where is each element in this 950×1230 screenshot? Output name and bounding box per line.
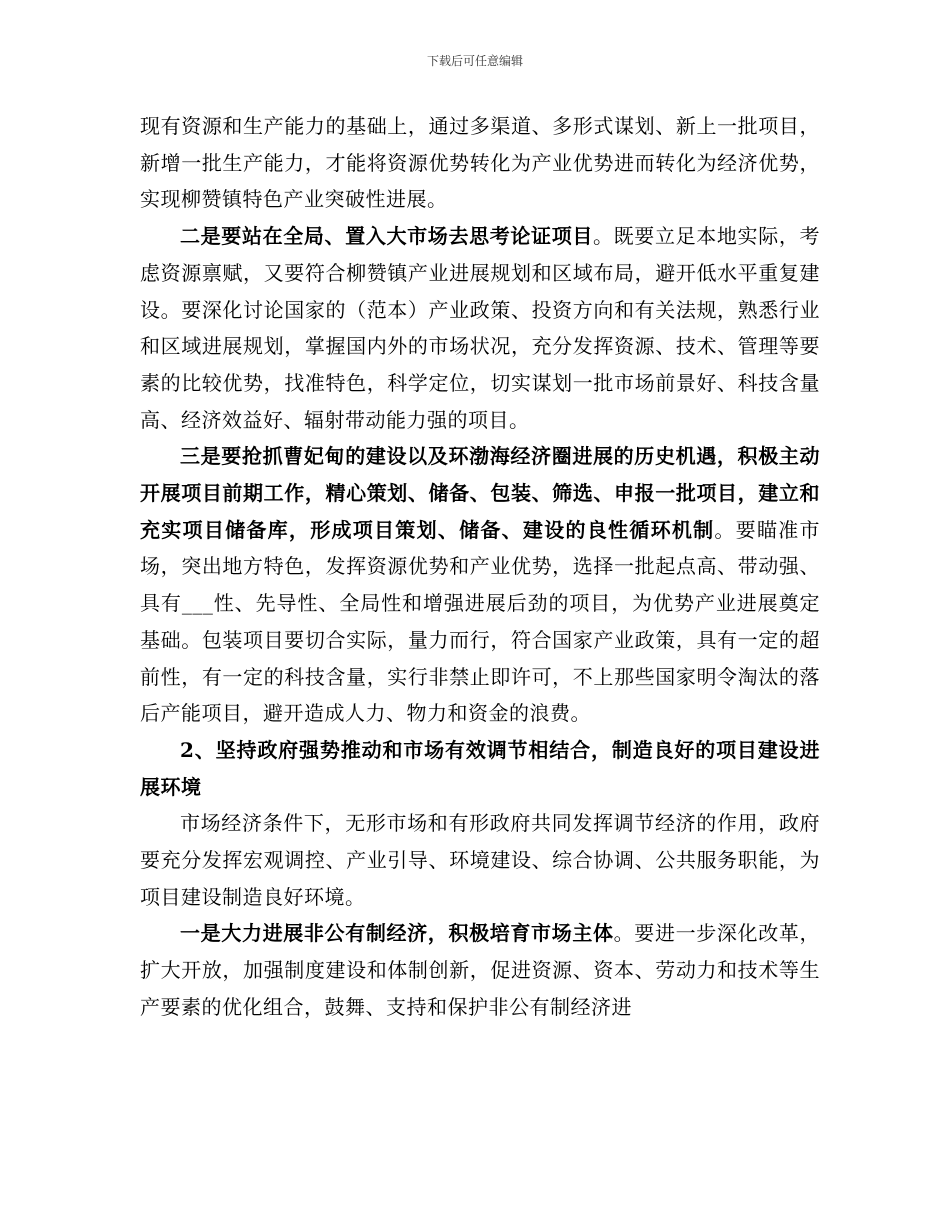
- paragraph-bold-lead: 二是要站在全局、置入大市场去思考论证项目: [180, 224, 593, 249]
- section-heading-text: 2、坚持政府强势推动和市场有效调节相结合，制造良好的项目建设进展环境: [140, 737, 820, 799]
- paragraph-text: 市场经济条件下，无形市场和有形政府共同发挥调节经济的作用，政府要充分发挥宏观调控、产业引导、环境建设、综合协调、公共服务职能，为项目建设制造良好环境。: [140, 811, 820, 909]
- paragraph-bold-lead: 三是要抢抓曹妃甸的建设以及环渤海经济圈进展的历史机遇，积极主动开展项目前期工作，精心策划、储备、包装、筛选、申报一批项目，建立和充实项目储备库，形成项目策划、储备、建设的良性循环机制: [140, 444, 820, 542]
- paragraph-point-two: [140, 218, 820, 438]
- paragraph-text: 。要进一步深化改革，扩大开放，加强制度建设和体制创新，促进资源、资本、劳动力和技术等生产要素的优化组合，鼓舞、支持和保护非公有制经济进: [140, 921, 821, 1019]
- paragraph-text: 现有资源和生产能力的基础上，通过多渠道、多形式谋划、新上一批项目，新增一批生产能力，才能将资源优势转化为产业优势进而转化为经济优势，实现柳赞镇特色产业突破性进展。: [140, 114, 820, 212]
- paragraph-point-three: [140, 438, 820, 732]
- paragraph-bold-lead: 一是大力进展非公有制经济，积极培育市场主体: [180, 921, 614, 946]
- section-heading-2: [140, 732, 820, 805]
- page-header: 下载后可任意编辑: [426, 54, 523, 68]
- paragraph-point-one: [140, 915, 820, 1025]
- paragraph-continuation: [140, 108, 820, 218]
- document-body: [140, 108, 820, 1026]
- paragraph-text: 。既要立足本地实际，考虑资源禀赋，又要符合柳赞镇产业进展规划和区域布局，避开低水平重复建设。要深化讨论国家的（范本）产业政策、投资方向和有关法规，熟悉行业和区域进展规划，掌握国内外的市场状况，充分发挥资源、技术、管理等要素的比较优势，找准特色，科学定位，切实谋划一批市场前景好、科技含量高、经济效益好、辐射带动能力强的项目。: [140, 224, 820, 432]
- paragraph-text: 。要瞄准市场，突出地方特色，发挥资源优势和产业优势，选择一批起点高、带动强、具有___性、先导性、全局性和增强进展后劲的项目，为优势产业进展奠定基础。包装项目要切合实际，量力而行，符合国家产业政策，具有一定的超前性，有一定的科技含量，实行非禁止即许可，不上那些国家明令淘汰的落后产能项目，避开造成人力、物力和资金的浪费。: [140, 517, 821, 726]
- paragraph-market-economy: [140, 805, 820, 915]
